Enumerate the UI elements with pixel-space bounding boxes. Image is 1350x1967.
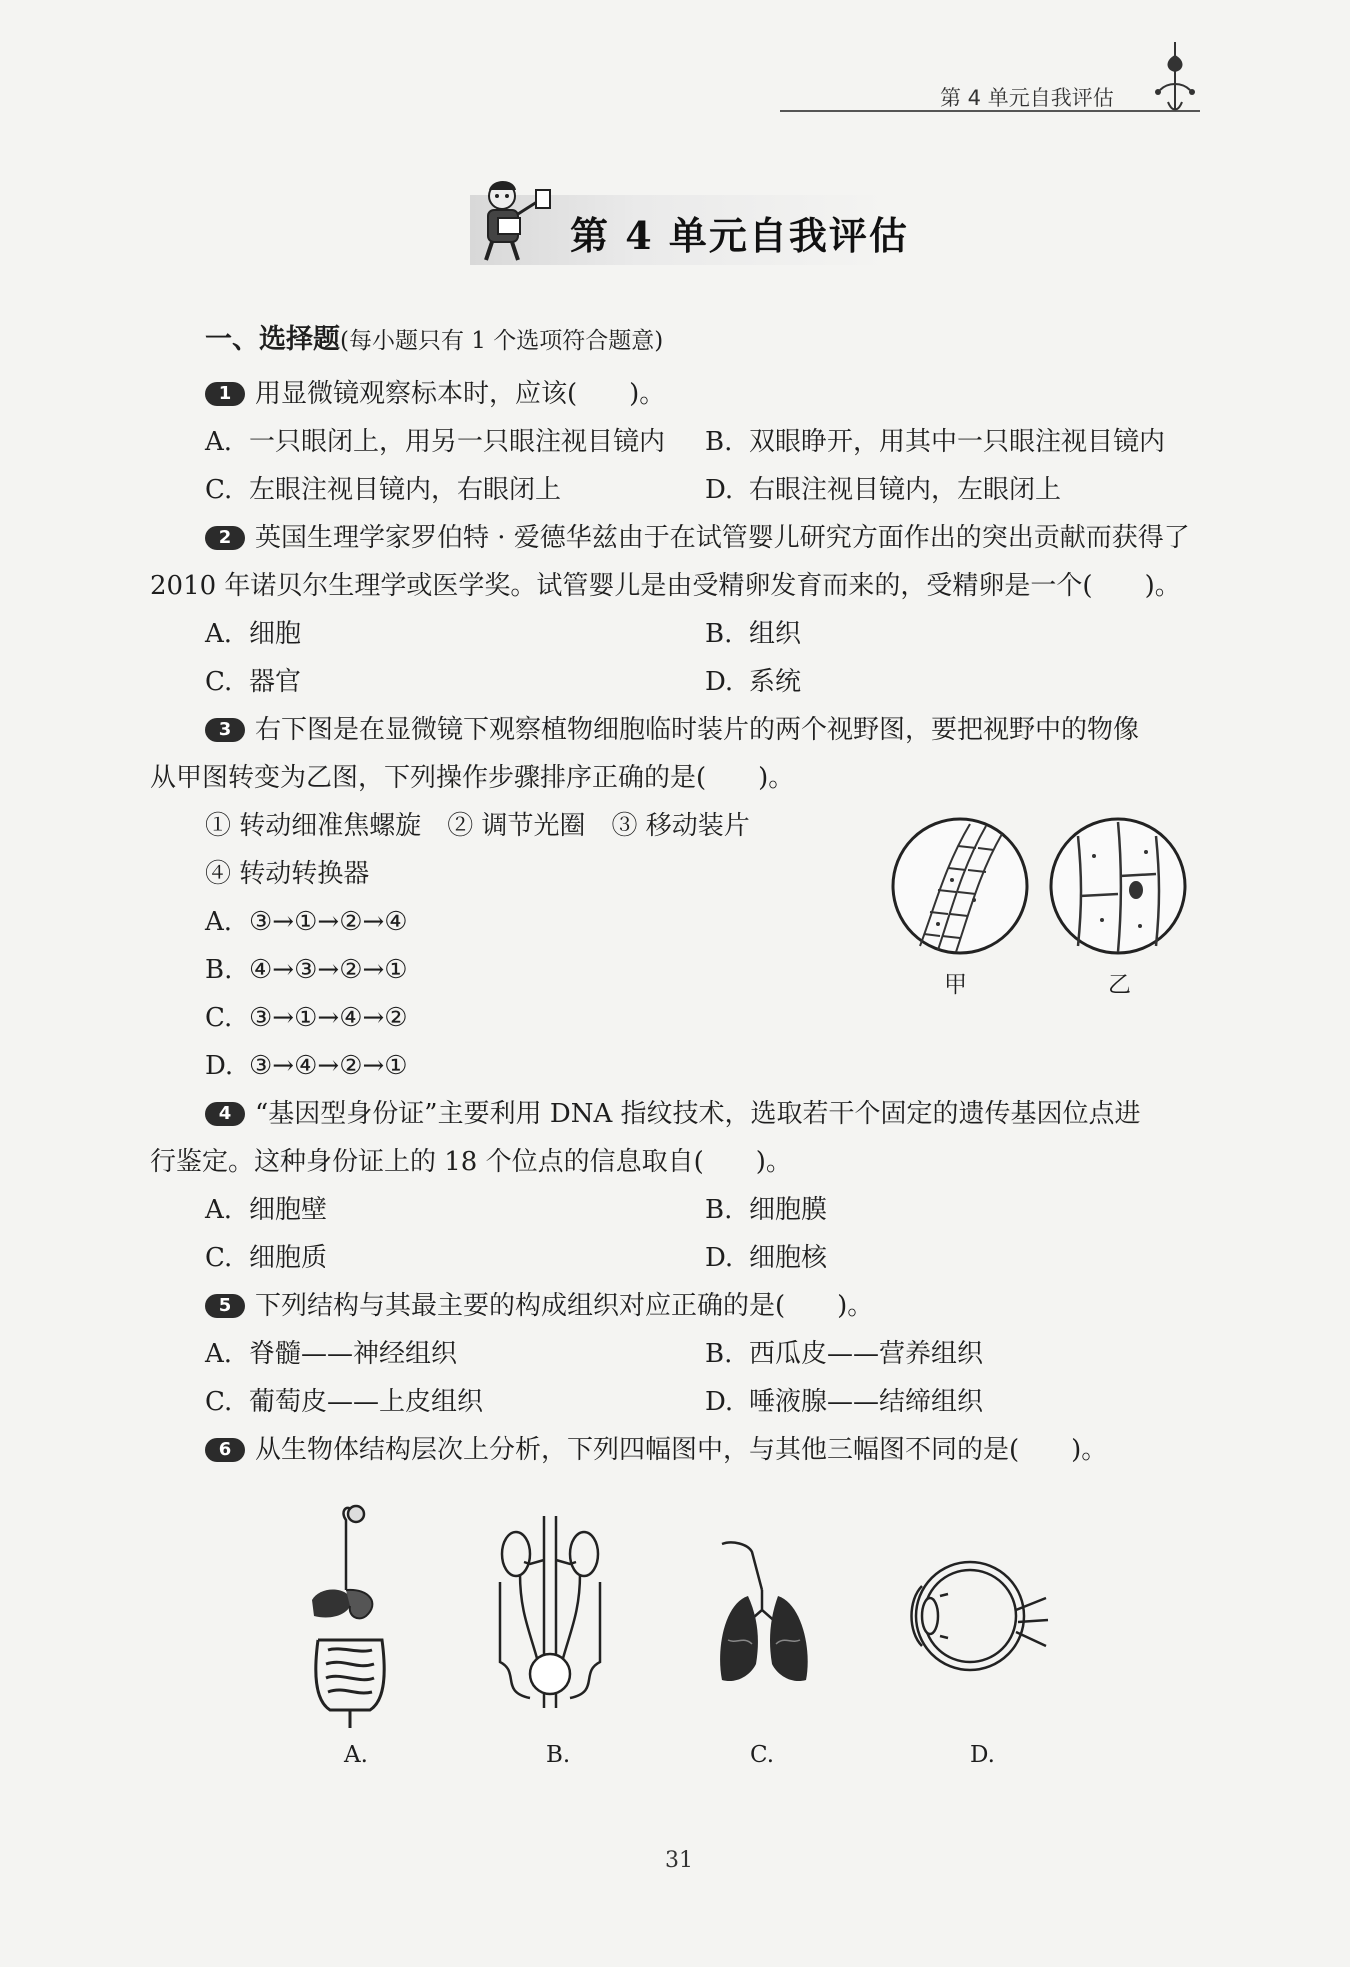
floral-ornament-icon (1150, 40, 1200, 120)
option-a (205, 904, 408, 940)
question-number-badge: 1 (205, 382, 245, 406)
question-text: 右下图是在显微镜下观察植物细胞临时装片的两个视野图，要把视野中的物像 (255, 715, 1140, 745)
question-text: “基因型身份证”主要利用 DNA 指纹技术，选取若干个固定的遗传基因位点进 (255, 1099, 1141, 1129)
question-4-stem (205, 1096, 1141, 1132)
option-letter: B. (705, 427, 733, 457)
question-2-stem-continued: 2010 年诺贝尔生理学或医学奖。试管婴儿是由受精卵发育而来的，受精卵是一个( )。 (150, 571, 1181, 601)
question-4-stem-continued: 行鉴定。这种身份证上的 18 个位点的信息取自( )。 (150, 1147, 792, 1177)
option-letter: C. (205, 667, 233, 697)
option-text: ③→④→②→① (249, 1051, 408, 1081)
figure-label-jia: 甲 (944, 972, 967, 998)
option-text: 细胞 (249, 619, 302, 649)
question-2-stem (205, 520, 1190, 556)
question-number-badge: 6 (205, 1438, 245, 1462)
option-c (205, 664, 301, 700)
option-letter: C. (205, 1243, 233, 1273)
option-text: 系统 (749, 667, 802, 697)
question-number-badge: 5 (205, 1294, 245, 1318)
option-a (205, 1336, 457, 1372)
option-text: 一只眼闭上，用另一只眼注视目镜内 (249, 427, 666, 457)
header-rule (780, 110, 1200, 112)
option-d (205, 1048, 408, 1084)
question-text: 下列结构与其最主要的构成组织对应正确的是( )。 (255, 1291, 874, 1321)
option-c (205, 1000, 408, 1036)
option-d (705, 1384, 983, 1420)
figure-label-yi: 乙 (1108, 972, 1131, 998)
option-c (205, 472, 561, 508)
urinary-system-figure (490, 1512, 610, 1712)
option-text: ④→③→②→① (249, 955, 408, 985)
option-text: 细胞质 (249, 1243, 328, 1273)
section-heading-label: 一、选择题 (205, 324, 340, 355)
microscope-field-yi-figure (1048, 816, 1188, 956)
option-a (205, 1192, 327, 1228)
figure-label-d: D. (970, 1742, 995, 1768)
option-b (705, 1192, 827, 1228)
question-3-steps-continued: ④ 转动转换器 (205, 859, 370, 889)
option-text: 西瓜皮——营养组织 (749, 1339, 984, 1369)
option-letter: B. (705, 619, 733, 649)
page-title: 第 4 单元自我评估 (570, 213, 909, 258)
option-b (705, 424, 1165, 460)
question-3-steps: ① 转动细准焦螺旋 ② 调节光圈 ③ 移动装片 (205, 811, 750, 841)
option-text: 细胞壁 (249, 1195, 328, 1225)
question-1-stem (205, 376, 665, 412)
question-3-stem (205, 712, 1139, 748)
option-c (205, 1240, 327, 1276)
question-number-badge: 4 (205, 1102, 245, 1126)
digestive-system-figure (300, 1500, 400, 1730)
option-text: 葡萄皮——上皮组织 (249, 1387, 484, 1417)
question-5-stem (205, 1288, 873, 1324)
question-number-badge: 3 (205, 718, 245, 742)
option-letter: B. (705, 1339, 733, 1369)
option-text: 唾液腺——结缔组织 (749, 1387, 984, 1417)
option-c (205, 1384, 483, 1420)
option-letter: A. (205, 1195, 233, 1225)
option-d (705, 664, 801, 700)
option-d (705, 472, 1061, 508)
option-letter: B. (705, 1195, 733, 1225)
option-a (205, 616, 301, 652)
respiratory-system-figure (712, 1540, 822, 1690)
option-letter: C. (205, 1387, 233, 1417)
option-letter: D. (705, 667, 734, 697)
option-text: 器官 (249, 667, 302, 697)
question-text: 用显微镜观察标本时，应该( )。 (255, 379, 666, 409)
option-letter: B. (205, 955, 233, 985)
option-letter: C. (205, 475, 233, 505)
option-text: 右眼注视目镜内，左眼闭上 (749, 475, 1062, 505)
figure-label-a: A. (344, 1742, 368, 1768)
option-d (705, 1240, 827, 1276)
option-text: 组织 (749, 619, 802, 649)
option-letter: D. (705, 475, 734, 505)
running-header: 第 4 单元自我评估 (940, 86, 1114, 110)
option-b (705, 616, 801, 652)
eye-structure-figure (900, 1550, 1050, 1680)
option-b (705, 1336, 983, 1372)
option-letter: A. (205, 619, 233, 649)
option-letter: D. (705, 1387, 734, 1417)
page-number: 31 (665, 1848, 693, 1873)
option-letter: A. (205, 907, 233, 937)
option-text: 脊髓——神经组织 (249, 1339, 458, 1369)
section-heading (205, 322, 663, 359)
option-a (205, 424, 665, 460)
question-6-stem (205, 1432, 1107, 1468)
figure-label-c: C. (750, 1742, 775, 1768)
option-text: 细胞核 (749, 1243, 828, 1273)
option-text: 双眼睁开，用其中一只眼注视目镜内 (749, 427, 1166, 457)
question-3-stem-continued: 从甲图转变为乙图，下列操作步骤排序正确的是( )。 (150, 763, 795, 793)
option-text: 左眼注视目镜内，右眼闭上 (249, 475, 562, 505)
microscope-field-jia-figure (890, 816, 1030, 956)
question-text: 英国生理学家罗伯特 · 爱德华兹由于在试管婴儿研究方面作出的突出贡献而获得了 (255, 523, 1190, 553)
question-number-badge: 2 (205, 526, 245, 550)
mascot-icon (462, 178, 562, 263)
question-text: 从生物体结构层次上分析，下列四幅图中，与其他三幅图不同的是( )。 (255, 1435, 1108, 1465)
option-letter: D. (705, 1243, 734, 1273)
option-letter: A. (205, 1339, 233, 1369)
section-heading-note: (每小题只有 1 个选项符合题意) (340, 328, 664, 354)
option-text: 细胞膜 (749, 1195, 828, 1225)
option-text: ③→①→④→② (249, 1003, 408, 1033)
option-letter: D. (205, 1051, 234, 1081)
option-letter: A. (205, 427, 233, 457)
figure-label-b: B. (546, 1742, 571, 1768)
option-letter: C. (205, 1003, 233, 1033)
option-text: ③→①→②→④ (249, 907, 408, 937)
option-b (205, 952, 408, 988)
